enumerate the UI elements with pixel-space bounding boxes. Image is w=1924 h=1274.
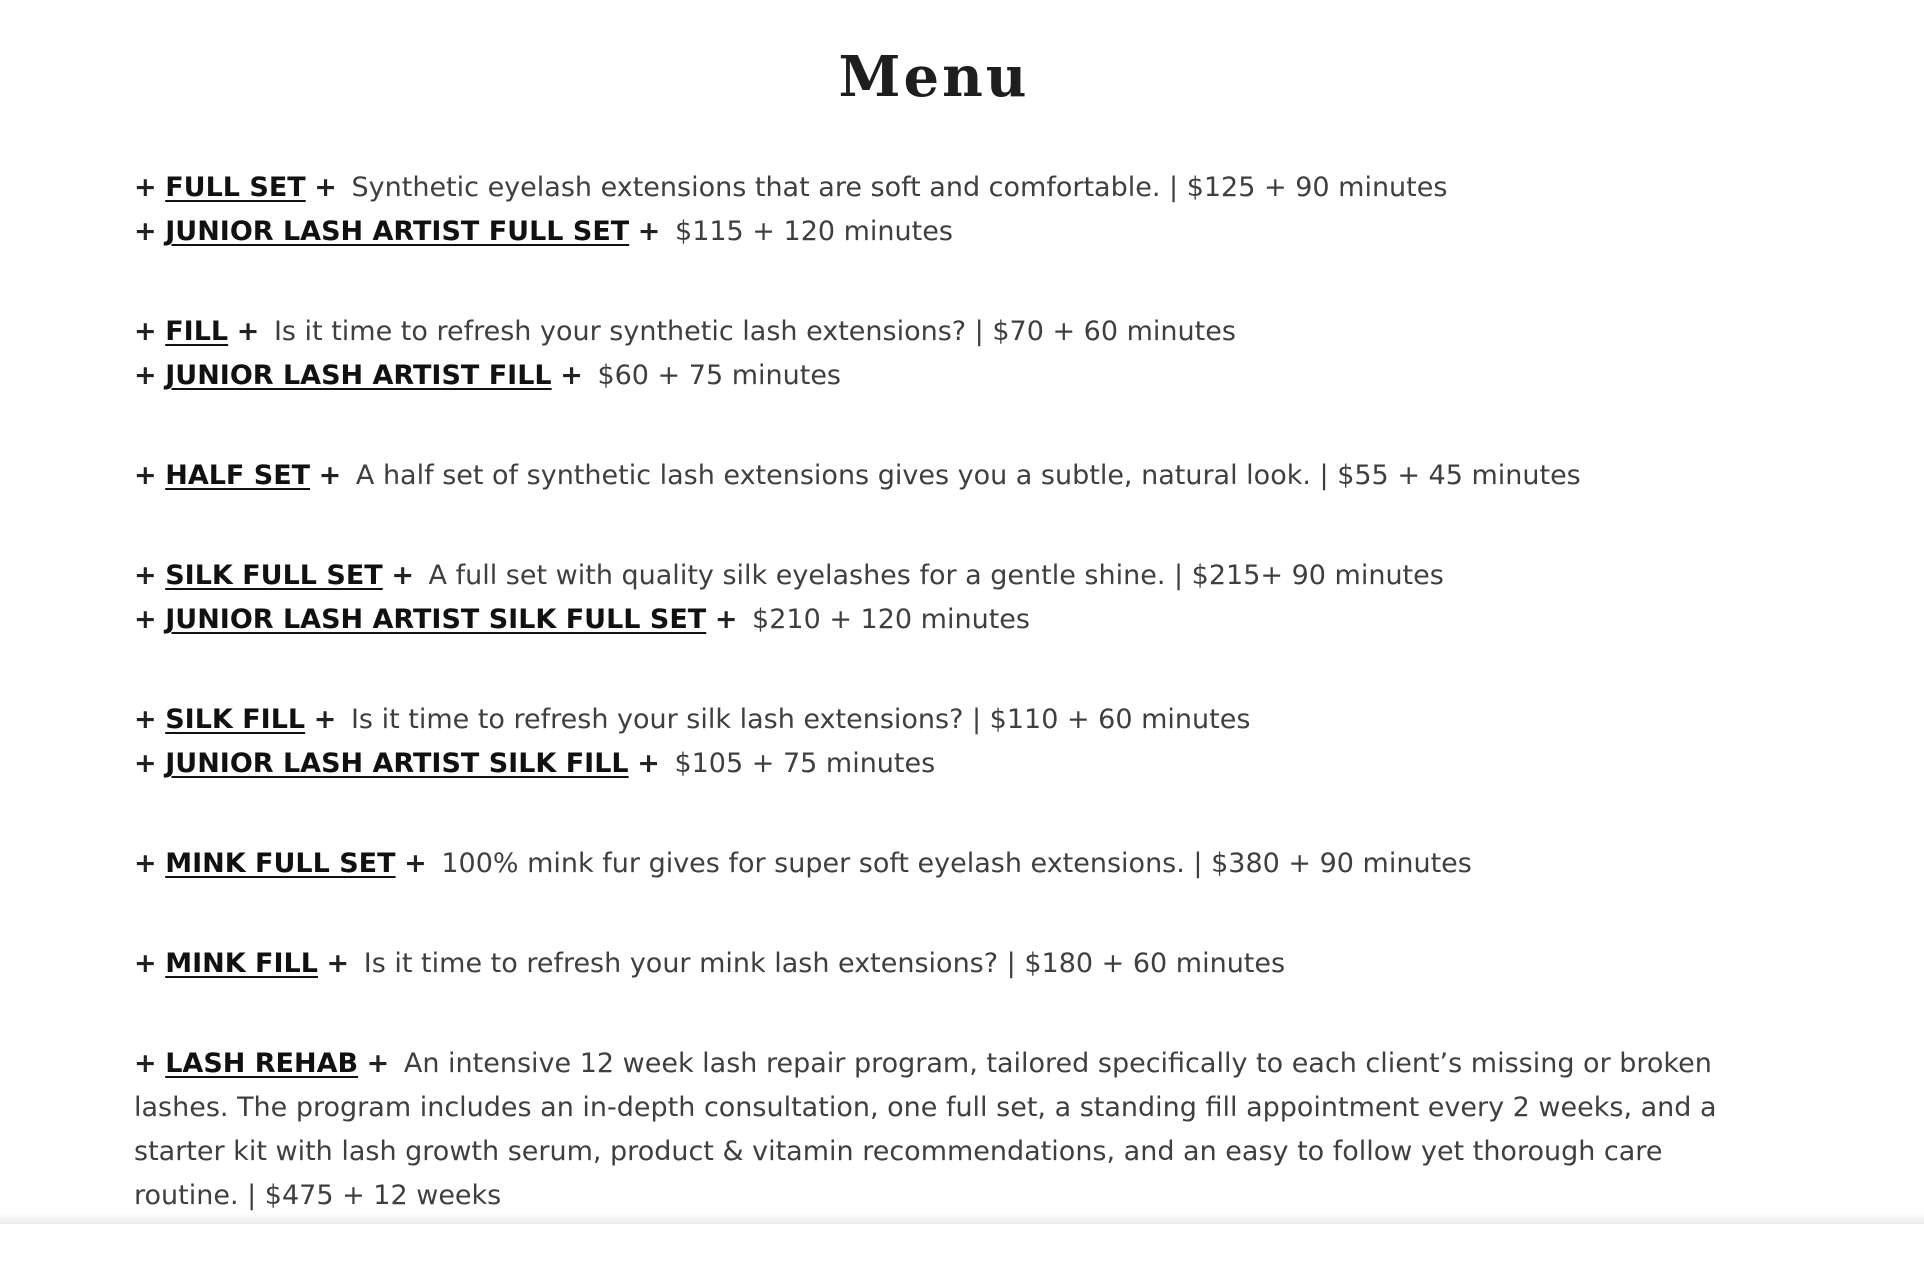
item-link-mink-fill[interactable]: MINK FILL (165, 948, 318, 979)
item-link-junior-silk-full-set[interactable]: JUNIOR LASH ARTIST SILK FULL SET (165, 604, 707, 635)
menu-item (134, 210, 1734, 254)
plus-prefix: + (134, 948, 157, 979)
menu-item (134, 1042, 1734, 1218)
service-menu (134, 166, 1734, 1274)
plus-separator: + (314, 172, 337, 203)
menu-item (134, 310, 1734, 354)
plus-prefix: + (134, 316, 157, 347)
item-link-junior-full-set[interactable]: JUNIOR LASH ARTIST FULL SET (165, 216, 630, 247)
menu-item (134, 166, 1734, 210)
plus-prefix: + (134, 360, 157, 391)
item-link-full-set[interactable]: FULL SET (165, 172, 306, 203)
menu-group-silk-fill (134, 698, 1734, 786)
item-description: A full set with quality silk eyelashes for a gentle shine. | $215+ 90 minutes (428, 560, 1444, 591)
item-description: Is it time to refresh your silk lash extensions? | $110 + 60 minutes (350, 704, 1251, 735)
menu-item (134, 842, 1734, 886)
menu-group-half-set (134, 454, 1734, 498)
plus-prefix: + (134, 604, 157, 635)
menu-item (134, 942, 1734, 986)
item-link-lash-rehab[interactable]: LASH REHAB (165, 1048, 359, 1079)
item-link-junior-silk-fill[interactable]: JUNIOR LASH ARTIST SILK FILL (165, 748, 629, 779)
menu-group-lash-rehab (134, 1042, 1734, 1218)
plus-separator: + (313, 704, 337, 735)
item-link-mink-full-set[interactable]: MINK FULL SET (165, 848, 396, 879)
item-description: Is it time to refresh your synthetic lash extensions? | $70 + 60 minutes (273, 316, 1236, 347)
plus-prefix: + (134, 848, 157, 879)
plus-prefix: + (134, 1048, 157, 1079)
plus-separator: + (366, 1048, 390, 1079)
menu-group-silk-full-set (134, 554, 1734, 642)
item-link-fill[interactable]: FILL (165, 316, 229, 347)
item-link-silk-full-set[interactable]: SILK FULL SET (165, 560, 383, 591)
item-description: Is it time to refresh your mink lash extensions? | $180 + 60 minutes (363, 948, 1286, 979)
plus-separator: + (714, 604, 738, 635)
item-description: A half set of synthetic lash extensions gives you a subtle, natural look. | $55 + 45 minutes (355, 460, 1581, 491)
plus-separator: + (326, 948, 350, 979)
plus-separator: + (560, 360, 583, 391)
item-description: $105 + 75 minutes (674, 748, 936, 779)
bottom-shadow (0, 1212, 1924, 1224)
item-link-junior-fill[interactable]: JUNIOR LASH ARTIST FILL (165, 360, 552, 391)
page-title: Menu (838, 44, 1030, 110)
plus-prefix: + (134, 748, 157, 779)
plus-prefix: + (134, 460, 157, 491)
menu-item (134, 698, 1734, 742)
menu-group-fill (134, 310, 1734, 398)
plus-separator: + (236, 316, 260, 347)
plus-prefix: + (134, 172, 157, 203)
menu-group-mink-full-set (134, 842, 1734, 886)
item-description: $60 + 75 minutes (597, 360, 841, 391)
item-description: $210 + 120 minutes (752, 604, 1030, 635)
menu-item (134, 554, 1734, 598)
menu-item (134, 598, 1734, 642)
plus-separator: + (404, 848, 427, 879)
plus-prefix: + (134, 216, 157, 247)
item-description: 100% mink fur gives for super soft eyelash extensions. | $380 + 90 minutes (441, 848, 1472, 879)
item-description: $115 + 120 minutes (675, 216, 953, 247)
item-link-half-set[interactable]: HALF SET (165, 460, 311, 491)
plus-separator: + (637, 216, 661, 247)
plus-separator: + (318, 460, 342, 491)
menu-item (134, 354, 1734, 398)
menu-item (134, 454, 1734, 498)
menu-group-full-set (134, 166, 1734, 254)
item-description: An intensive 12 week lash repair program, tailored specifically to each client’s missing or broken lashes. The program includes an in-depth consultation, one full set, a standing fill appointment every 2 weeks, and a starter kit with lash growth serum, product & vitamin recommendations, and an easy to follow yet thorough care routine. | $475 + 12 weeks (134, 1048, 1717, 1211)
menu-group-mink-fill (134, 942, 1734, 986)
menu-item (134, 742, 1734, 786)
item-description: Synthetic eyelash extensions that are soft and comfortable. | $125 + 90 minutes (351, 172, 1448, 203)
plus-prefix: + (134, 560, 157, 591)
plus-separator: + (637, 748, 660, 779)
plus-prefix: + (134, 704, 157, 735)
plus-separator: + (391, 560, 414, 591)
item-link-silk-fill[interactable]: SILK FILL (165, 704, 306, 735)
